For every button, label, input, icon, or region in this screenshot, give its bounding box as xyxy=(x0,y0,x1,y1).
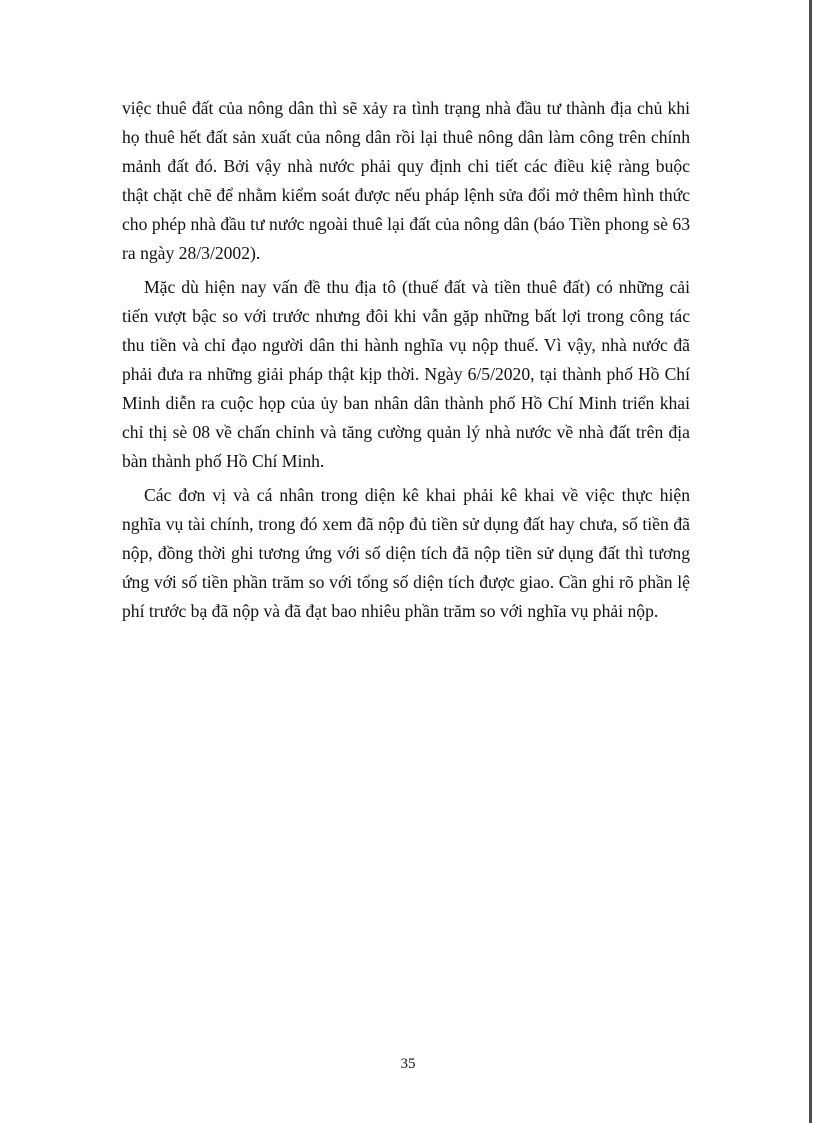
page-edge-border xyxy=(809,0,812,1123)
paragraph-declaration-requirements: Các đơn vị và cá nhân trong diện kê khai phải kê khai về việc thực hiện nghĩa vụ tài chính, trong đó xem đã nộp đủ tiền sử dụng đất hay chưa, số tiền đã nộp, đồng thời ghi tương ứng với số diện tích đã nộp tiền sử dụng đất thì tương ứng với số tiền phần trăm so với tổng số diện tích được giao. Cần ghi rõ phần lệ phí trước bạ đã nộp và đã đạt bao nhiêu phần trăm so với nghĩa vụ phải nộp. xyxy=(122,485,690,621)
document-body xyxy=(122,94,690,631)
paragraph-land-rent-collection: Mặc dù hiện nay vấn đề thu địa tô (thuế đất và tiền thuê đất) có những cải tiến vượt bậc so với trước nhưng đôi khi vẫn gặp những bất lợi trong công tác thu tiền và chỉ đạo người dân thi hành nghĩa vụ nộp thuế. Vì vậy, nhà nước đã phải đưa ra những giải pháp thật kịp thời. Ngày 6/5/2020, tại thành phố Hồ Chí Minh diễn ra cuộc họp của ủy ban nhân dân thành phố Hồ Chí Minh triển khai chỉ thị sè 08 về chấn chỉnh và tăng cường quản lý nhà nước về nhà đất trên địa bàn thành phố Hồ Chí Minh. xyxy=(122,277,690,471)
page-number: 35 xyxy=(400,1056,416,1072)
paragraph-continuation: việc thuê đất của nông dân thì sẽ xảy ra tình trạng nhà đầu tư thành địa chủ khi họ thuê hết đất sản xuất của nông dân rồi lại thuê nông dân làm công trên chính mảnh đất đó. Bởi vậy nhà nước phải quy định chi tiết các điều kiệ ràng buộc thật chặt chẽ để nhằm kiểm soát được nếu pháp lệnh sửa đổi mở thêm hình thức cho phép nhà đầu tư nước ngoài thuê lại đất của nông dân (báo Tiền phong sè 63 ra ngày 28/3/2002). xyxy=(122,98,690,263)
